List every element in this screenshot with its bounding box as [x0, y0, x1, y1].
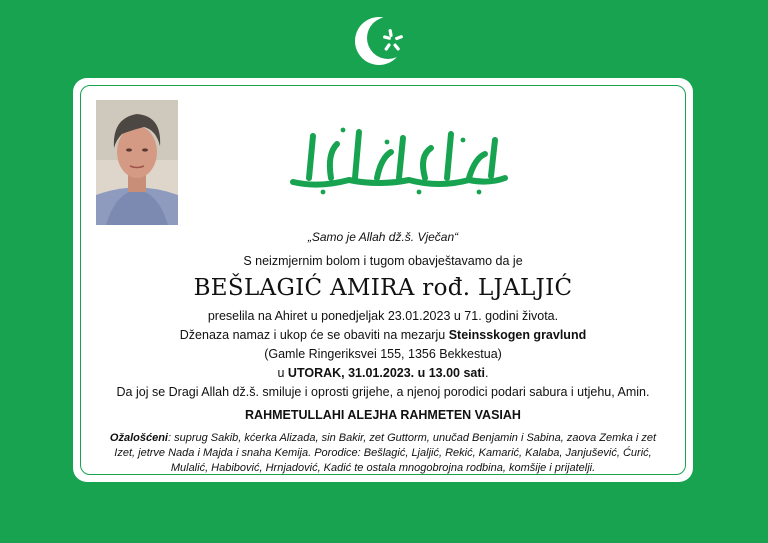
intro-line: S neizmjernim bolom i tugom obavještavamo da je	[243, 254, 523, 268]
portrait-photo	[96, 100, 178, 225]
portrait-illustration	[96, 100, 178, 225]
funeral-line	[81, 326, 685, 345]
mourners-list	[103, 431, 663, 476]
card-border	[80, 85, 686, 475]
quote: „Samo je Allah dž.š. Vječan“	[307, 230, 459, 244]
funeral-date-line	[81, 364, 685, 383]
mourners-label: Ožalošćeni	[109, 432, 168, 444]
death-line: preselila na Ahiret u ponedjeljak 23.01.2023 u 71. godini života.	[207, 309, 559, 323]
date-suffix: .	[485, 366, 489, 380]
mourners-text: : suprug Sakib, kćerka Alizada, sin Bakir, zet Guttorm, unučad Benjamin i Sabina, zaova Zemka i zet Izet, jetrve Nada i Majda i snaha Kemija. Porodice: Bešlagić, Ljaljić, Rekić, Kamarić, Kalaba, Janjušević, Ćurić, Mulalić, Habibović, Hrnjadović, Kadić te ostala mnogobrojna rodbina, komšije i prijatelji.	[114, 432, 657, 474]
funeral-date: UTORAK, 31.01.2023. u 13.00 sati	[287, 366, 486, 380]
arabic-calligraphy	[279, 118, 515, 198]
date-prefix: u	[277, 366, 285, 380]
cemetery-name: Steinsskogen gravlund	[448, 328, 587, 342]
funeral-prefix: Dženaza namaz i ukop će se obaviti na mezarju	[179, 328, 446, 342]
deceased-name: BEŠLAGIĆ AMIRA rođ. LJALJIĆ	[193, 275, 573, 301]
obituary-text	[81, 228, 685, 476]
crescent-and-star-icon	[352, 10, 414, 72]
cemetery-address: (Gamle Ringeriksvei 155, 1356 Bekkestua)	[264, 347, 502, 361]
obituary-card	[73, 78, 693, 482]
rahmet-line: RAHMETULLAHI ALEJHA RAHMETEN VASIAH	[245, 408, 521, 422]
prayer-line: Da joj se Dragi Allah dž.š. smiluje i oprosti grijehe, a njenoj porodici podari sabura i utjehu, Amin.	[116, 385, 650, 399]
